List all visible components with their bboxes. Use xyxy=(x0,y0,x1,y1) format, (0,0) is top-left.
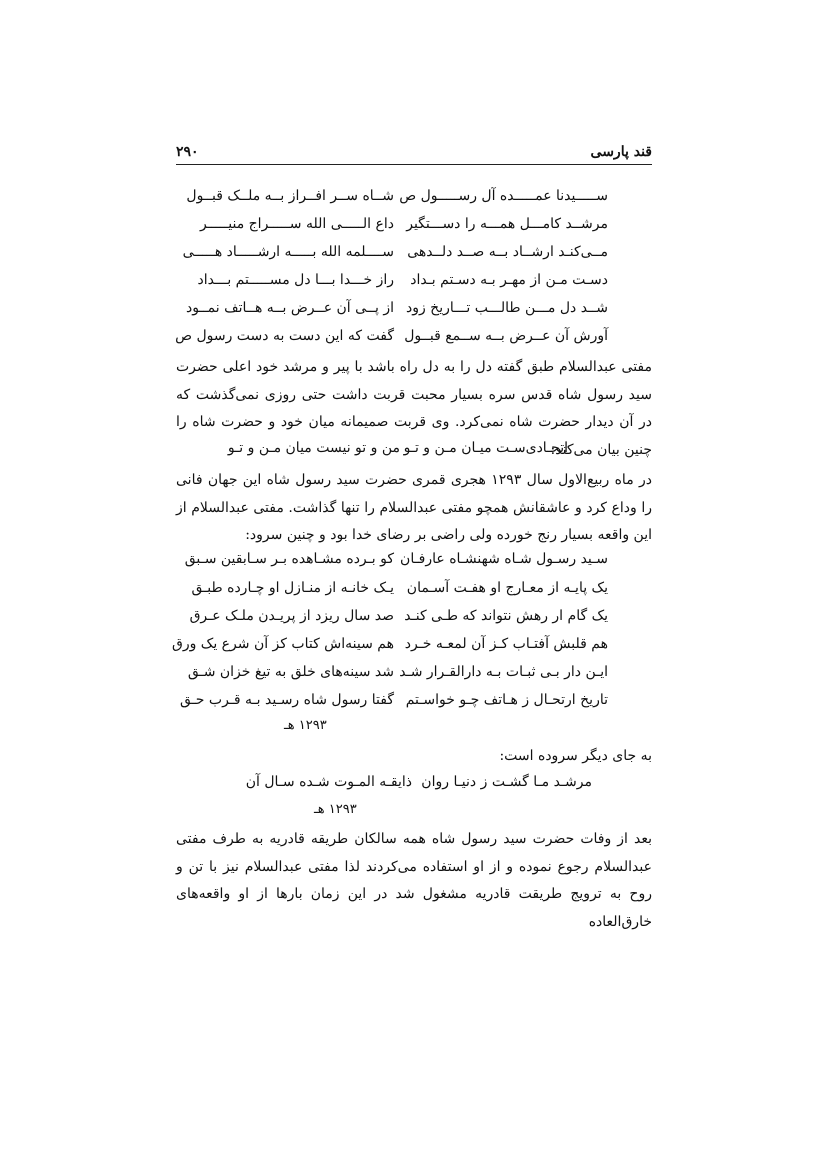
verse-row xyxy=(176,300,652,328)
verse-row xyxy=(176,551,652,579)
hemistich-right: شــد دل مـــن طالـــب تـــاریخ زود xyxy=(405,300,608,316)
hemistich-left: صد سال ریزد از پریـدن ملـک عـرق xyxy=(189,608,394,624)
verse-row xyxy=(176,188,652,216)
verse-row xyxy=(171,636,652,664)
hemistich-right: تاریخ ارتحـال ز هـاتف چـو خواسـتم xyxy=(405,692,608,708)
hemistich-left: گفتا رسول شاه رسـید بـه قـرب حـق xyxy=(180,692,394,708)
verse-row xyxy=(176,580,652,608)
verse-row xyxy=(176,244,652,272)
running-title: قند پارسی xyxy=(590,144,652,160)
hemistich-left: شــاه ســر افــراز بــه ملــک قبــول xyxy=(186,188,394,204)
hemistich-right: آورش آن عــرض بــه ســمع قبــول xyxy=(404,328,608,344)
verse-row xyxy=(176,664,652,692)
hemistich-left: راز خـــدا بـــا دل مســـــتم بـــداد xyxy=(197,272,394,288)
hemistich-right: هم قلبش آفتـاب کـز آن لمعـه خـرد xyxy=(404,636,608,652)
couplet xyxy=(176,774,652,802)
verse-row xyxy=(176,216,652,244)
paragraph: بعد از وفات حضرت سید رسول شاه همه سالکان طریقه قادریه به طرف مفتی عبدالسلام رجوع نموده و از او استفاده می‌کردند لذا مفتی عبدالسلام نیز با تن و روح به ترویج طریقت قادریه مشغول شد در این زمان بارها از او واقعه‌های خارق‌العاده xyxy=(176,831,652,930)
page-header xyxy=(176,142,652,165)
hemistich-left: از پــی آن عــرض بــه هــاتف نمــود xyxy=(185,300,394,316)
verse-row xyxy=(176,272,652,300)
couplet xyxy=(176,440,652,468)
hemistich-right: دسـت مـن از مهـر بـه دسـتم بـداد xyxy=(410,272,608,288)
hemistich-right: یک پایـه از معـارج او هفـت آسـمان xyxy=(406,580,608,596)
hijri-date: ۱۲۹۳ هـ xyxy=(314,802,357,817)
hemistich-right: اتحـادی‌سـت میـان مـن و تـو xyxy=(403,440,568,456)
intro-line xyxy=(176,748,652,776)
hemistich-left: شد سینه‌های خلق به تیغ خزان شـق xyxy=(187,664,394,680)
paragraph: در ماه ربیع‌الاول سال ۱۲۹۳ هجری قمری حضرت سید رسول شاه این جهان فانی را وداع کرد و عاشقانش همچو مفتی عبدالسلام را تنها گذاشت. مفتی عبدالسلام از این واقعه بسیار رنج خورده ولی راضی بر رضای خدا بود و چنین سرود: xyxy=(176,472,653,543)
verse-row xyxy=(176,608,652,636)
verse-row xyxy=(176,328,652,356)
hemistich-right: یک گام ار رهش نتواند که طـی کنـد xyxy=(404,608,608,624)
hemistich-left: من و تو نیست میان مـن و تـو xyxy=(227,440,400,456)
hemistich-right: ســـــیدنا عمـــــده آل رســـــول ص xyxy=(399,188,608,204)
hemistich-left: گفت که این دست به دست رسول ص xyxy=(175,328,394,344)
intro-text: به جای دیگر سروده است: xyxy=(499,748,652,764)
hijri-date: ۱۲۹۳ هـ xyxy=(284,718,327,733)
hemistich-right: سـید رسـول شـاه شهنشـاه عارفـان xyxy=(400,551,608,567)
hemistich-left: داع الـــــی الله ســـــراج منیـــــر xyxy=(200,216,394,232)
page-number: ۲۹۰ xyxy=(176,144,199,160)
hemistich-right: مرشــد کامـــل همـــه را دســـتگیر xyxy=(406,216,608,232)
verse-row xyxy=(176,692,652,720)
hemistich-left: یـک خانـه از منـازل او چـارده طبـق xyxy=(191,580,394,596)
hemistich-left: ســــلمه الله بـــــه ارشـــــاد هـــــی xyxy=(182,244,394,260)
hemistich-left: کو بـرده مشـاهده بـر سـابقین سـبق xyxy=(184,551,394,567)
hemistich-right: ایـن دار بـی ثبـات بـه دارالقـرار شـد xyxy=(399,664,608,680)
hemistich-right: مــی‌کنـد ارشــاد بــه صــد دلــدهی xyxy=(407,244,608,260)
hemistich-right: مرشـد مـا گشـت ز دنیـا روان xyxy=(421,774,592,790)
hemistich-left: هم سینه‌اش کتاب کز آن شرع یک ورق xyxy=(171,636,394,652)
paragraph: مفتی عبدالسلام طبق گفته دل را به دل راه باشد با پیر و مرشد خود اعلی حضرت سید رسول شاه قدس سره بسیار محبت قربت داشت حتی روزی نمی‌گذشت که در آن دیدار حضرت شاه نمی‌کرد. وی قربت صمیمانه میان خود و حضرت شاه را چنین بیان می‌کند: xyxy=(176,359,652,458)
hemistich-left: ذایقـه المـوت شـده سـال آن xyxy=(245,774,412,790)
